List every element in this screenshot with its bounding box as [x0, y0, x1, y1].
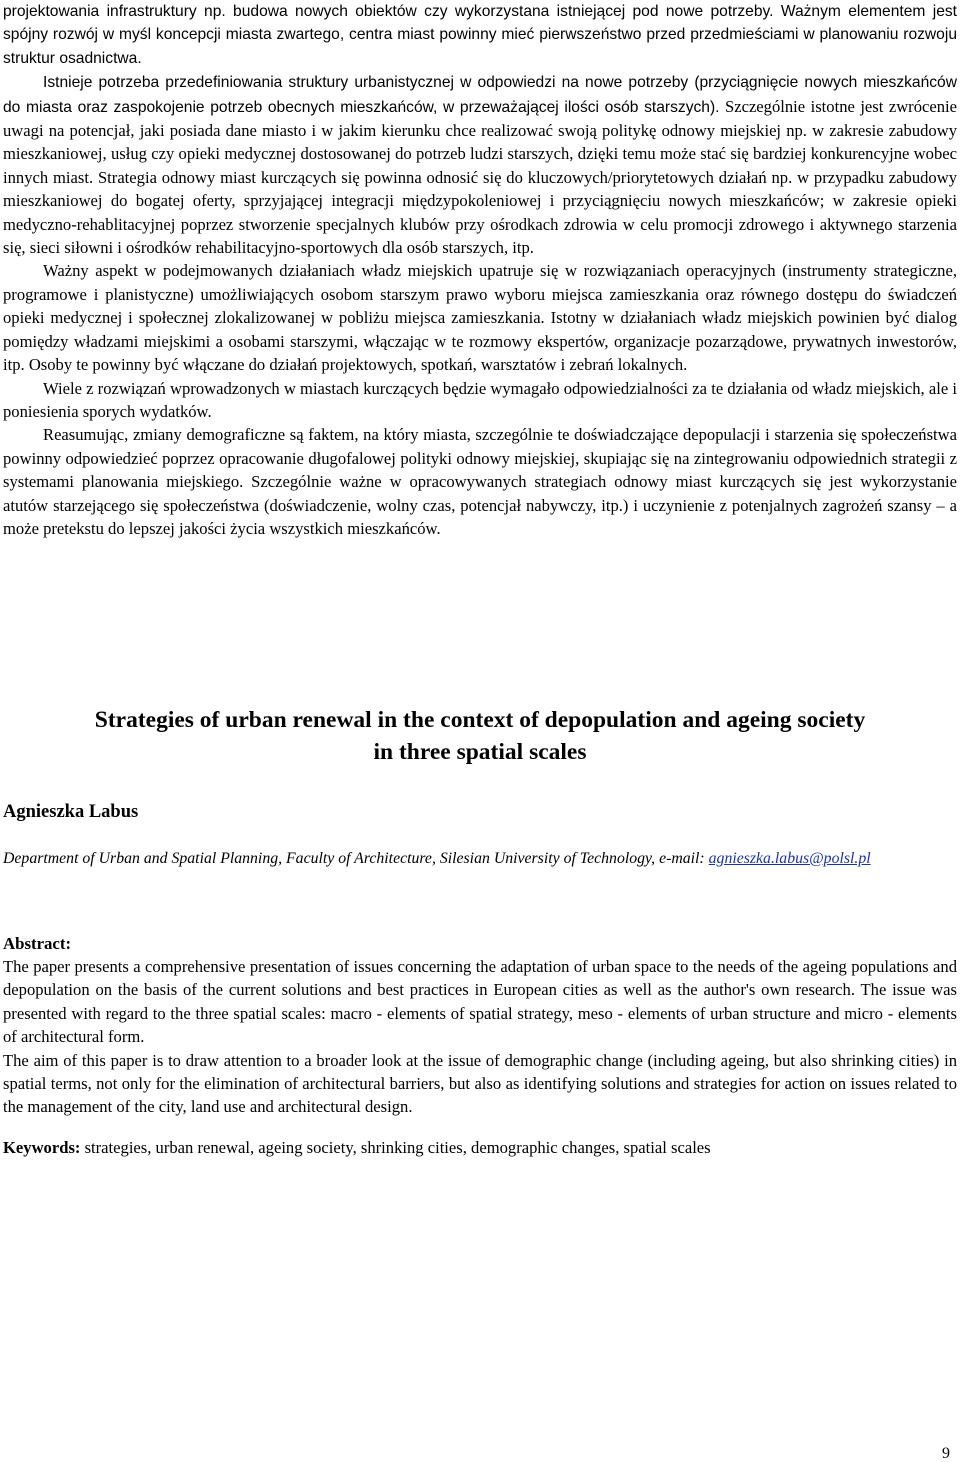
paragraph-responsibility: Wiele z rozwiązań wprowadzonych w miastach kurczących będzie wymagało odpowiedzialności za te działania od władz miejskich, ale i poniesienia sporych wydatków. [3, 378, 957, 421]
article-title-line1: Strategies of urban renewal in the context of depopulation and ageing society [94, 707, 866, 733]
author-affiliation [3, 848, 957, 870]
paragraph-restructuring-sans: Istnieje potrzeba przedefiniowania struktury urbanistycznej w odpowiedzi na nowe potrzeby (przyciągnięcie nowych mieszkańców do miasta oraz zaspokojenie potrzeb obecnych mieszkańców, w przeważającej ilości osób starszych). [3, 74, 957, 116]
keywords-line [3, 1136, 957, 1159]
keywords-text: strategies, urban renewal, ageing society, shrinking cities, demographic changes, spatial scales [80, 1138, 711, 1157]
paragraph-restructuring-serif: Szczególnie istotne jest zwrócenie uwagi na potencjał, jaki posiada dane miasto i w jakim kierunku chce realizować swoją politykę odnowy miejskiej np. w zakresie zabudowy mieszkaniowej, usług czy opieki medycznej dostosowanej do potrzeb ludzi starszych, dzięki temu może stać się bardziej konkurencyjne wobec innych miast. Strategia odnowy miast kurczących się powinna odnosić się do kluczowych/priorytetowych działań np. w przypadku zabudowy mieszkaniowej do bogatej oferty, sprzyjającej integracji międzypokoleniowej i przyciągnięciu nowych mieszkańców; w zakresie opieki medyczno-rehablitacyjnej poprzez stworzenie specjalnych klubów przy ośrodkach zdrowia w celu promocji zdrowego i aktywnego starzenia się, sieci siłowni i ośrodków rehabilitacyjno-sportowych dla osób starszych, itp. [3, 96, 958, 258]
abstract-section [3, 932, 957, 1119]
paragraph-operational-solutions: Ważny aspekt w podejmowanych działaniach władz miejskich upatruje się w rozwiązaniach operacyjnych (instrumenty strategiczne, programowe i planistyczne) umożliwiających osobom starszym prawo wyboru miejsca zamieszkania oraz równego dostępu do świadczeń opieki medycznej i społecznej zlokalizowanej w pobliżu miejsca zamieszkania. Istotny w działaniach władz miejskich powinien być dialog pomiędzy władzami miejskimi a osobami starszymi, włączając w te rozmowy ekspertów, organizacje pozarządowe, prywatnych inwestorów, itp. Osoby te powinny być włączane do działań projektowych, spotkań, warsztatów i zebrań lokalnych. [3, 261, 957, 375]
abstract-paragraph-1: The paper presents a comprehensive presentation of issues concerning the adaptation of urban space to the needs of the ageing populations and depopulation on the basis of the current solutions and best practices in European cities as well as the author's own research. The issue was presented with regard to the three spatial scales: macro - elements of spatial strategy, meso - elements of urban structure and micro - elements of architectural form. [3, 957, 957, 1047]
article-title-line2: in three spatial scales [373, 739, 587, 765]
abstract-paragraph-2: The aim of this paper is to draw attention to a broader look at the issue of demographic change (including ageing, but also shrinking cities) in spatial terms, not only for the elimination of architectural barriers, but also as identifying solutions and strategies for action on issues related to the management of the city, land use and architectural design. [3, 1050, 957, 1117]
article-title [0, 704, 960, 768]
intro-paragraph: projektowania infrastruktury np. budowa nowych obiektów czy wykorzystana istniejącej pod nowe potrzeby. Ważnym elementem jest spójny rozwój w myśl koncepcji miasta zwartego, centra miast powinny mieć pierwszeństwo przed przedmieściami w planowaniu rozwoju struktur osadnictwa. [3, 3, 957, 67]
author-email-link[interactable]: agnieszka.labus@polsl.pl [708, 850, 871, 867]
affiliation-text: Department of Urban and Spatial Planning, Faculty of Architecture, Silesian University of Technology, e-mail: [3, 850, 705, 867]
paragraph-summary: Reasumując, zmiany demograficzne są faktem, na który miasta, szczególnie te doświadczające depopulacji i starzenia się społeczeństwa powinny odpowiedzieć poprzez opracowanie długofalowej polityki odnowy miejskiej, skupiając się na zintegrowaniu odpowiednich strategii z systemami planowania miejskiego. Szczególnie ważne w opracowywanych strategiach odnowy miast kurczących się jest wykorzystanie atutów starzejącego się społeczeństwa (doświadczenie, wolny czas, potencjał nabywczy, itp.) i uczynienie z potenjalnych zagrożeń szansy – a może pretekstu do lepszej jakości życia wszystkich mieszkańców. [3, 425, 957, 538]
author-name: Agnieszka Labus [3, 802, 139, 822]
paragraph-restructuring [3, 70, 957, 259]
abstract-heading: Abstract: [3, 934, 72, 953]
page-number: 9 [942, 1445, 950, 1462]
keywords-label: Keywords: [3, 1138, 81, 1157]
page-body [3, 0, 957, 540]
